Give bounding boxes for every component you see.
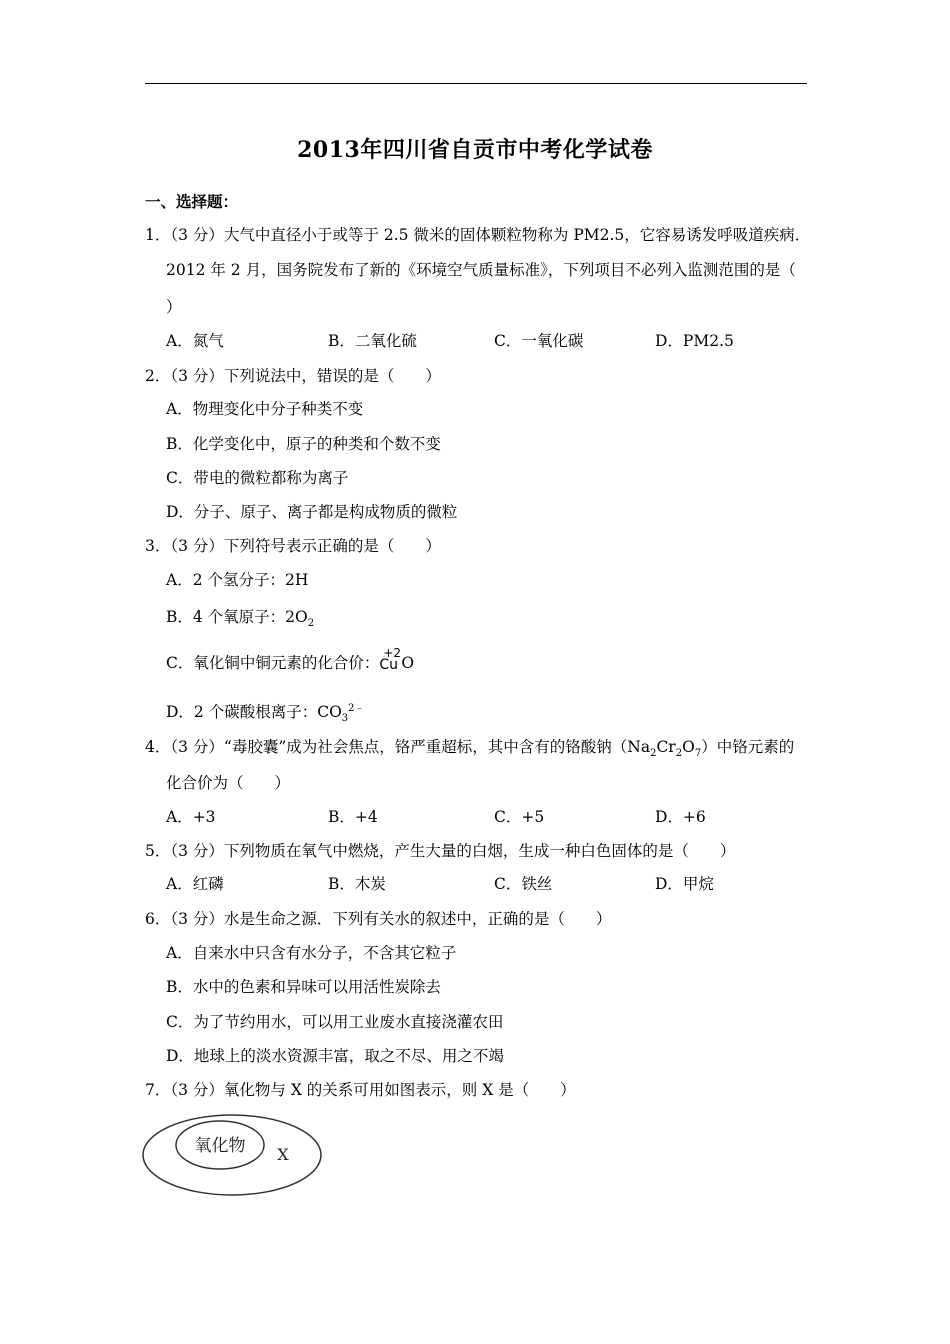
- q3-option-c-text: C．氧化铜中铜元素的化合价：: [166, 654, 380, 672]
- q1-option-c: C．一氧化碳: [494, 332, 584, 350]
- oxygen-symbol: O: [401, 654, 415, 672]
- q2-option-a: A．物理变化中分子种类不变: [166, 400, 364, 418]
- header-rule: [145, 83, 807, 84]
- oxide-relation-diagram: [140, 1112, 330, 1198]
- q4-option-c: C．+5: [494, 808, 545, 826]
- q6-option-c: C．为了节约用水，可以用工业废水直接浇灌农田: [166, 1013, 504, 1031]
- q2-stem: 2．（3 分）下列说法中，错误的是（ ）: [145, 367, 441, 385]
- q5-option-b: B．木炭: [328, 875, 386, 893]
- cr-subscript: 2: [675, 748, 683, 760]
- q3-option-d-charge: 2﹣: [348, 702, 365, 714]
- q3-stem: 3．（3 分）下列符号表示正确的是（ ）: [145, 537, 441, 555]
- outer-label: X: [277, 1145, 289, 1164]
- q6-option-d: D．地球上的淡水资源丰富，取之不尽、用之不竭: [166, 1047, 504, 1065]
- q1-stem-line2: 2012 年 2 月，国务院发布了新的《环境空气质量标准》，下列项目不必列入监测范围的是（: [166, 261, 796, 279]
- q4-stem-line1: [145, 737, 795, 760]
- q1-stem-line3: ）: [166, 298, 182, 316]
- copper-symbol: Cu: [379, 657, 399, 673]
- section-heading: 一、选择题：: [145, 192, 239, 211]
- q4-stem-line2: 化合价为（ ）: [166, 774, 291, 792]
- na-subscript: 2: [650, 748, 657, 760]
- copper-valence-notation: [379, 646, 402, 673]
- q3-option-b-text: B．4 个氧原子：2O: [166, 608, 308, 626]
- q2-option-b: B．化学变化中，原子的种类和个数不变: [166, 435, 441, 453]
- q1-option-d: D．PM2.5: [655, 332, 734, 350]
- q5-option-c: C．铁丝: [494, 875, 553, 893]
- o-subscript: 7: [694, 748, 702, 760]
- q4-option-b: B．+4: [328, 808, 378, 826]
- q4-option-d: D．+6: [655, 808, 706, 826]
- q5-option-d: D．甲烷: [655, 875, 714, 893]
- q3-option-a: A．2 个氢分子：2H: [166, 571, 309, 589]
- q2-option-c: C．带电的微粒都称为离子: [166, 469, 349, 487]
- inner-label: 氧化物: [194, 1136, 246, 1156]
- q6-option-b: B．水中的色素和异味可以用活性炭除去: [166, 978, 441, 996]
- q3-option-d-text: D．2 个碳酸根离子：CO: [166, 703, 342, 721]
- cr-symbol: Cr: [656, 738, 676, 756]
- q3-option-b: [166, 607, 315, 630]
- q7-stem: 7．（3 分）氧化物与 X 的关系可用如图表示，则 X 是（ ）: [145, 1081, 576, 1099]
- q4-stem-text: 4．（3 分）“毒胶囊”成为社会焦点，铬严重超标，其中含有的铬酸钠（Na: [145, 738, 651, 756]
- q3-option-b-subscript: 2: [307, 618, 315, 630]
- q1-option-a: A．氮气: [166, 332, 224, 350]
- q4-option-a: A．+3: [166, 808, 216, 826]
- q3-option-d: [166, 702, 365, 725]
- q1-stem-line1: 1．（3 分）大气中直径小于或等于 2.5 微米的固体颗粒物称为 PM2.5，它容易诱发呼吸道疾病．: [145, 226, 811, 244]
- q3-option-c: [166, 646, 415, 673]
- o-symbol: O: [682, 738, 695, 756]
- q6-stem: 6．（3 分）水是生命之源．下列有关水的叙述中，正确的是（ ）: [145, 910, 612, 928]
- exam-title: 2013年四川省自贡市中考化学试卷: [297, 137, 653, 163]
- q6-option-a: A．自来水中只含有水分子，不含其它粒子: [166, 944, 457, 962]
- q5-option-a: A．红磷: [166, 875, 224, 893]
- q4-stem-suffix: ）中铬元素的: [701, 738, 795, 756]
- q2-option-d: D．分子、原子、离子都是构成物质的微粒: [166, 503, 458, 521]
- valence-value: +2: [383, 646, 402, 660]
- q5-stem: 5．（3 分）下列物质在氧气中燃烧，产生大量的白烟，生成一种白色固体的是（ ）: [145, 842, 736, 860]
- q1-option-b: B．二氧化硫: [328, 332, 417, 350]
- q3-option-d-subscript: 3: [341, 713, 349, 725]
